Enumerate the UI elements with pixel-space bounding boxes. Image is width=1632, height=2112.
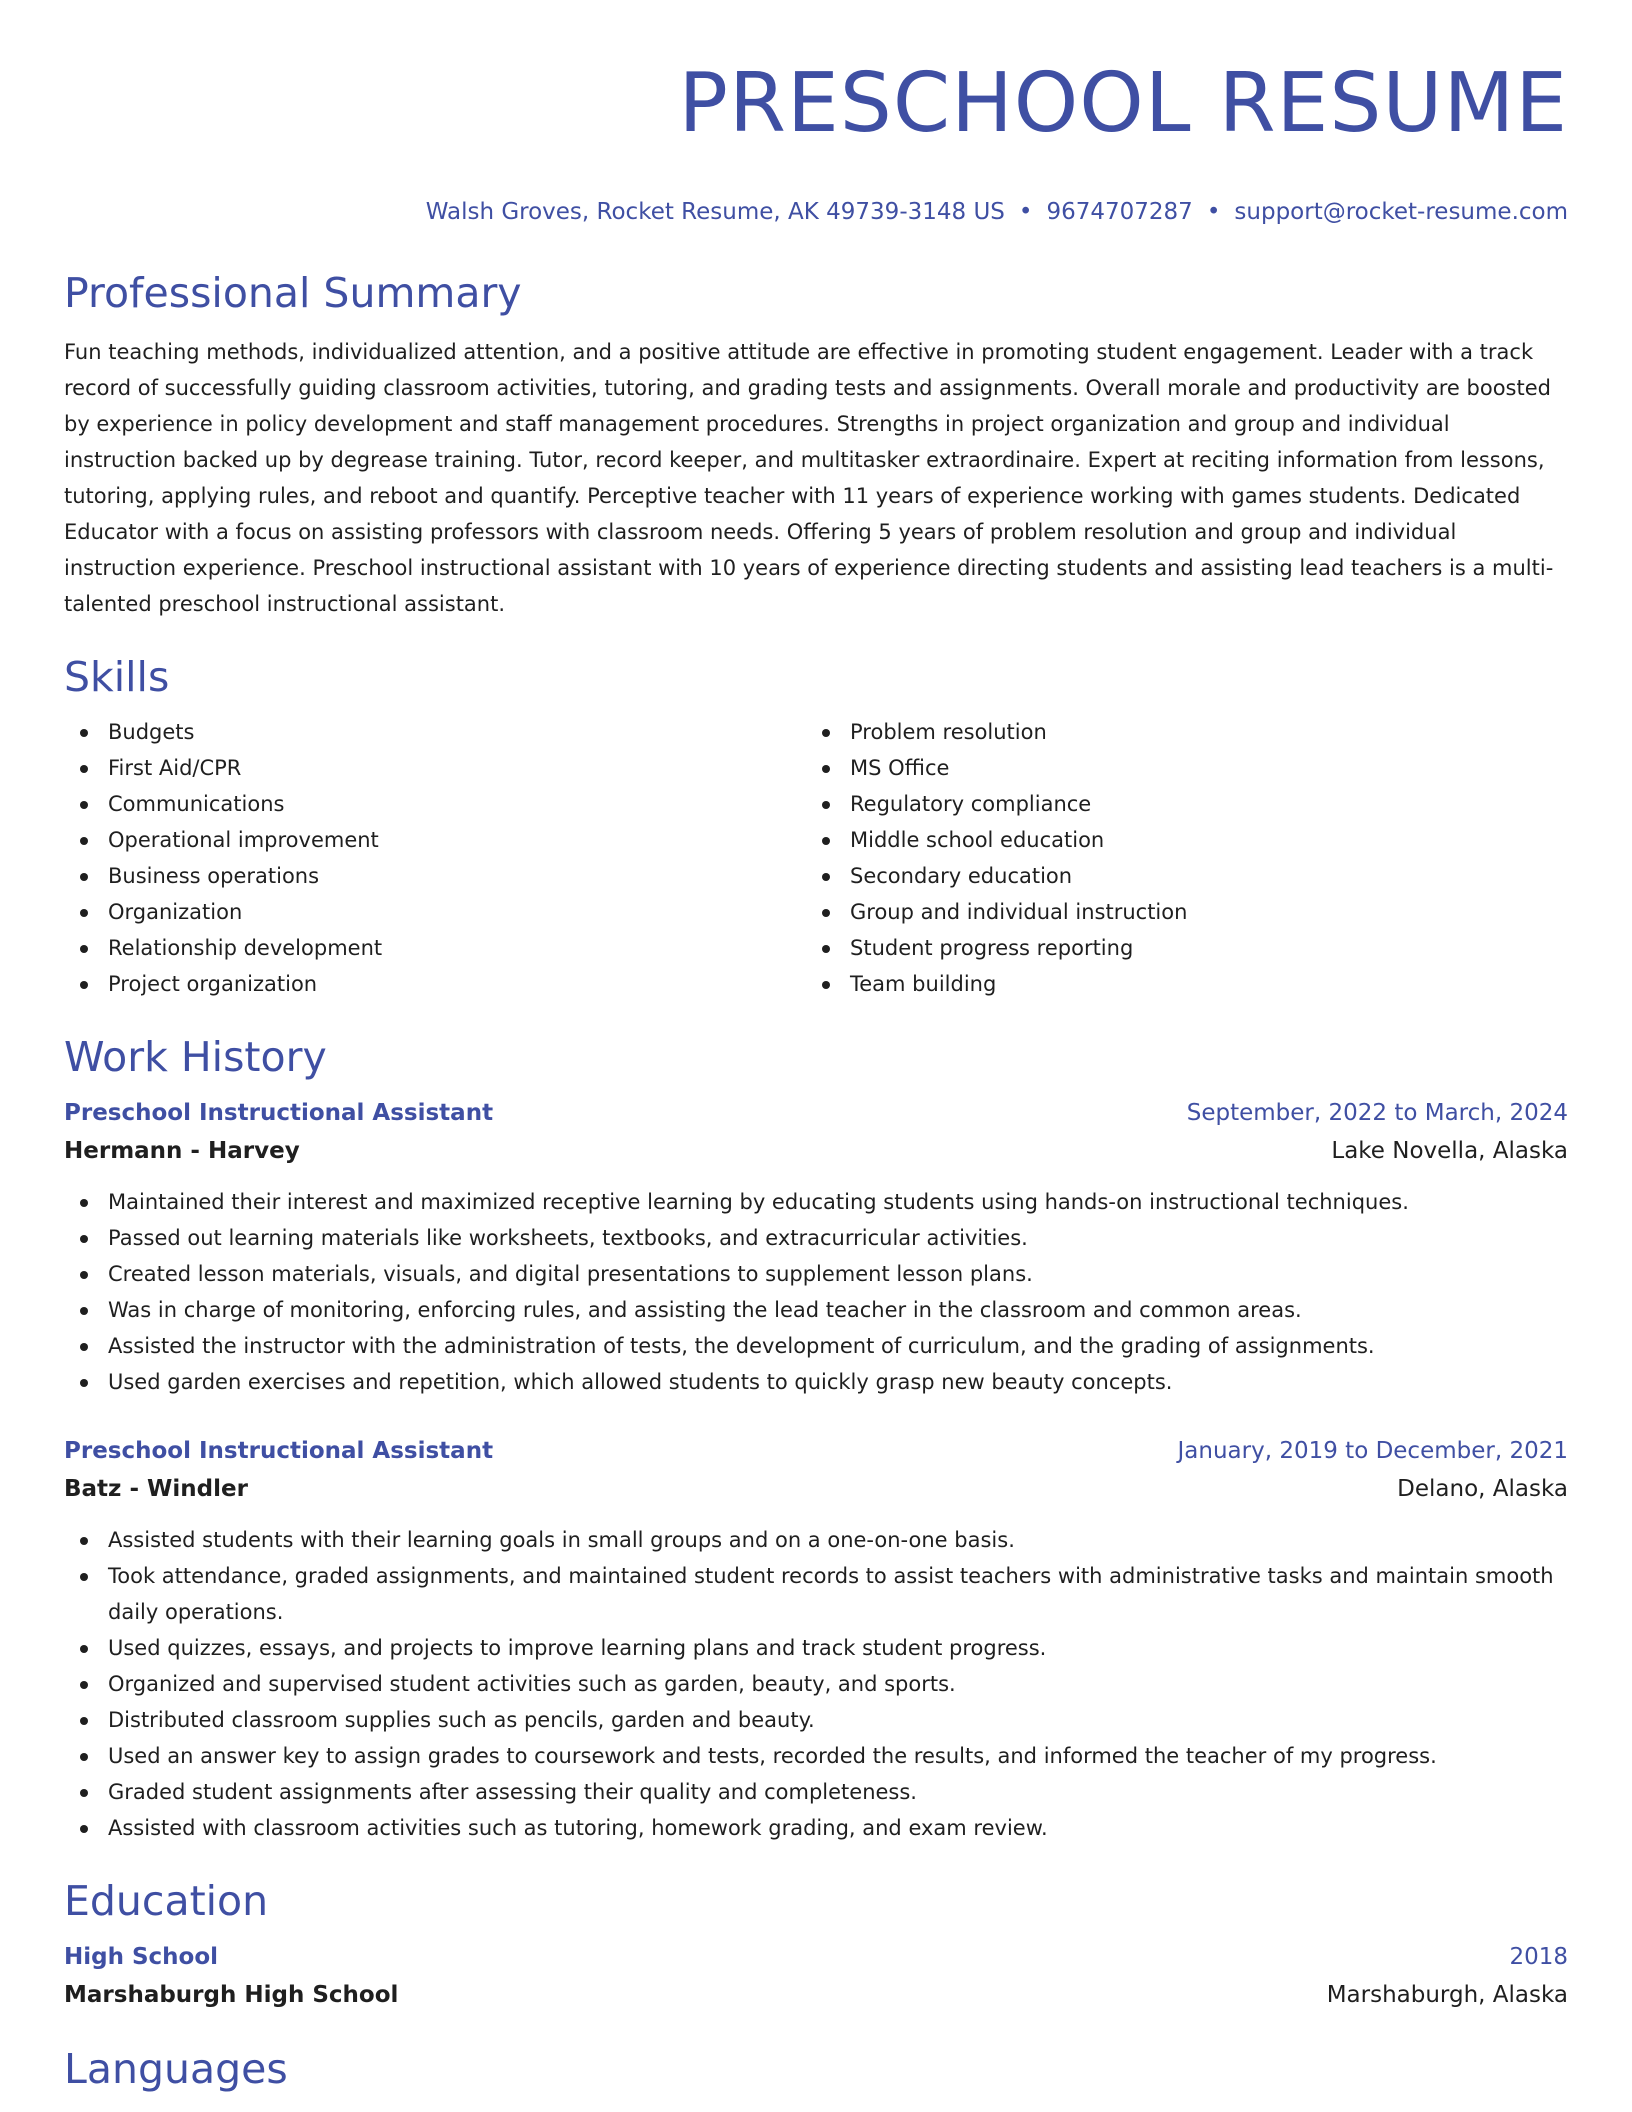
work-history-heading: Work History (64, 1033, 327, 1081)
education-year: 2018 (1509, 1944, 1568, 1970)
job-bullet: Passed out learning materials like worksheets, textbooks, and extracurricular activities. (64, 1220, 1568, 1256)
skills-list (64, 714, 1568, 1002)
resume-title: PRESCHOOL RESUME (678, 56, 1568, 151)
summary-text: Fun teaching methods, individualized attention, and a positive attitude are effective in promoting student engagement. Leader with a track record of successfully guiding classroom activities, tutoring, and grading tests and assignments. Overall morale and productivity are boosted by experience in policy development and staff management procedures. Strengths in project organization and group and individual instruction backed up by degrease training. Tutor, record keeper, and multitasker extraordinaire. Expert at reciting information from lessons, tutoring, applying rules, and reboot and quantify. Perceptive teacher with 11 years of experience working with games students. Dedicated Educator with a focus on assisting professors with classroom needs. Offering 5 years of problem resolution and group and individual instruction experience. Preschool instructional assistant with 10 years of experience directing students and assisting lead teachers is a multi-talented preschool instructional assistant. (64, 340, 1554, 616)
skill-item: Team building (806, 966, 1548, 1002)
job-company: Hermann - Harvey (64, 1138, 300, 1164)
skills-column-left (64, 714, 806, 1002)
skill-item: Project organization (64, 966, 806, 1002)
education-degree: High School (64, 1944, 219, 1970)
job-bullet: Assisted the instructor with the administration of tests, the development of curriculum, and the grading of assignments. (64, 1328, 1568, 1364)
skills-heading: Skills (64, 653, 170, 701)
education-entry (64, 1938, 1568, 2014)
contact-phone: 9674707287 (1046, 199, 1193, 225)
job-bullet: Created lesson materials, visuals, and digital presentations to supplement lesson plans. (64, 1256, 1568, 1292)
skill-item: Business operations (64, 858, 806, 894)
job-bullet: Maintained their interest and maximized receptive learning by educating students using hands-on instructional techniques. (64, 1184, 1568, 1220)
job-bullet: Used garden exercises and repetition, which allowed students to quickly grasp new beauty concepts. (64, 1364, 1568, 1400)
job-bullet: Organized and supervised student activities such as garden, beauty, and sports. (64, 1666, 1568, 1702)
job-entry (64, 1432, 1568, 1846)
skill-item: Problem resolution (806, 714, 1548, 750)
job-company-row (64, 1132, 1568, 1170)
job-bullet: Distributed classroom supplies such as pencils, garden and beauty. (64, 1702, 1568, 1738)
education-school: Marshaburgh High School (64, 1982, 399, 2008)
contact-separator: • (1206, 199, 1221, 225)
skill-item: MS Office (806, 750, 1548, 786)
education-heading: Education (64, 1877, 269, 1925)
job-bullets (64, 1184, 1568, 1400)
skill-item: Regulatory compliance (806, 786, 1548, 822)
contact-address: Walsh Groves, Rocket Resume, AK 49739-3148 US (425, 199, 1005, 225)
languages-heading: Languages (64, 2045, 288, 2093)
skill-item: Middle school education (806, 822, 1548, 858)
job-bullet: Used quizzes, essays, and projects to improve learning plans and track student progress. (64, 1630, 1568, 1666)
job-dates: January, 2019 to December, 2021 (1177, 1438, 1568, 1464)
skill-item: Operational improvement (64, 822, 806, 858)
job-title: Preschool Instructional Assistant (64, 1100, 494, 1126)
education-location: Marshaburgh, Alaska (1326, 1982, 1568, 2008)
job-bullet: Took attendance, graded assignments, and maintained student records to assist teachers with administrative tasks and maintain smooth daily operations. (64, 1558, 1568, 1630)
job-bullets (64, 1522, 1568, 1846)
skills-column-right (806, 714, 1548, 1002)
contact-email[interactable]: support@rocket-resume.com (1234, 199, 1568, 225)
summary-heading: Professional Summary (64, 269, 522, 317)
job-title: Preschool Instructional Assistant (64, 1438, 494, 1464)
skill-item: Organization (64, 894, 806, 930)
job-location: Lake Novella, Alaska (1331, 1138, 1568, 1164)
job-bullet: Assisted with classroom activities such as tutoring, homework grading, and exam review. (64, 1810, 1568, 1846)
skill-item: First Aid/CPR (64, 750, 806, 786)
job-dates: September, 2022 to March, 2024 (1186, 1100, 1568, 1126)
skill-item: Budgets (64, 714, 806, 750)
job-header-row (64, 1094, 1568, 1132)
job-header-row (64, 1432, 1568, 1470)
education-header-row (64, 1938, 1568, 1976)
skill-item: Student progress reporting (806, 930, 1548, 966)
job-entry (64, 1094, 1568, 1400)
job-bullet: Used an answer key to assign grades to coursework and tests, recorded the results, and informed the teacher of my progress. (64, 1738, 1568, 1774)
job-company: Batz - Windler (64, 1476, 248, 1502)
education-school-row (64, 1976, 1568, 2014)
job-company-row (64, 1470, 1568, 1508)
skill-item: Secondary education (806, 858, 1548, 894)
contact-separator: • (1018, 199, 1033, 225)
job-bullet: Graded student assignments after assessing their quality and completeness. (64, 1774, 1568, 1810)
job-location: Delano, Alaska (1397, 1476, 1568, 1502)
job-bullet: Was in charge of monitoring, enforcing rules, and assisting the lead teacher in the classroom and common areas. (64, 1292, 1568, 1328)
skill-item: Relationship development (64, 930, 806, 966)
skill-item: Group and individual instruction (806, 894, 1548, 930)
job-bullet: Assisted students with their learning goals in small groups and on a one-on-one basis. (64, 1522, 1568, 1558)
resume-page (64, 0, 1568, 2094)
contact-line (64, 196, 1568, 228)
skill-item: Communications (64, 786, 806, 822)
